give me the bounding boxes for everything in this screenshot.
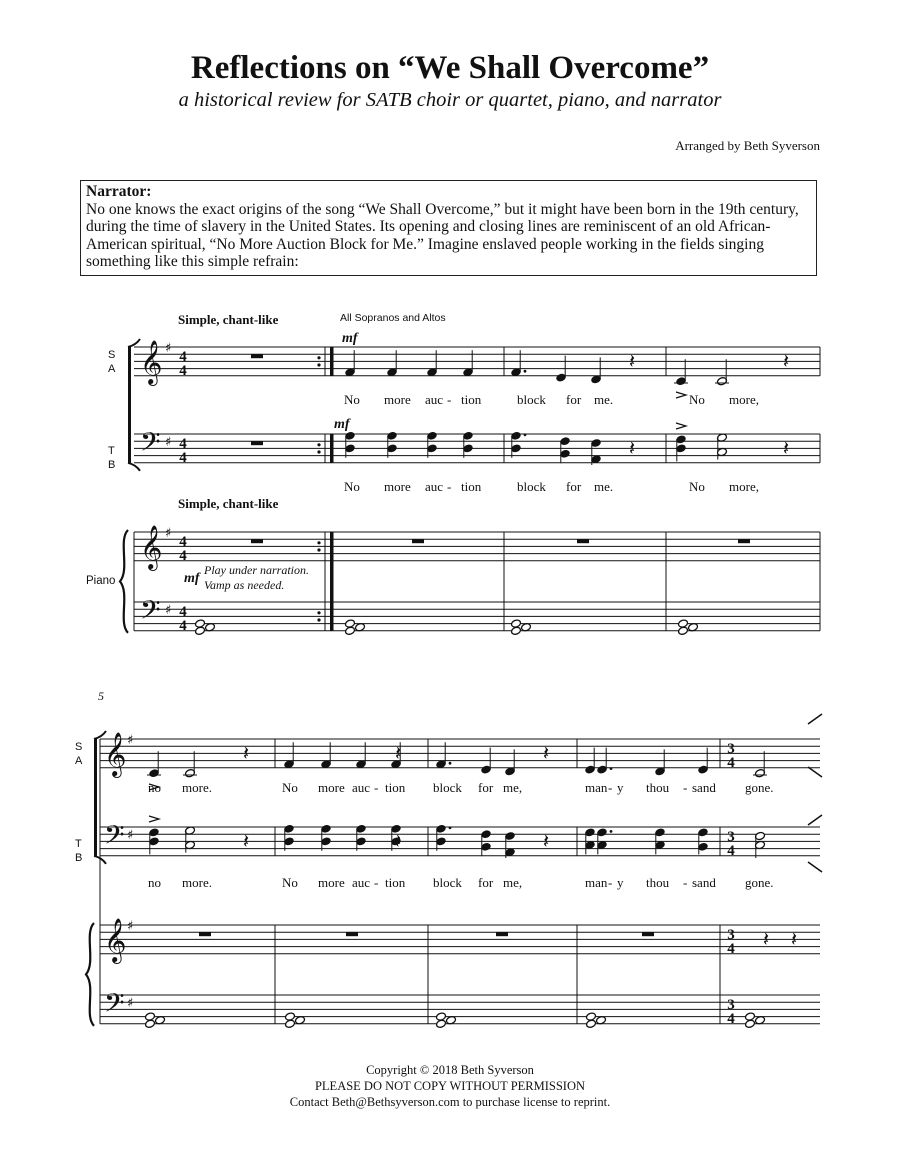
dot (449, 826, 452, 829)
lyric-syllable: - (447, 392, 452, 407)
lyric-syllable: auc (425, 479, 444, 494)
half-note-head (586, 1019, 597, 1028)
dynamic-marking: mf (342, 331, 358, 346)
lyric-syllable: - (447, 479, 452, 494)
key-sharp: ♯ (165, 341, 172, 356)
score-text (75, 312, 797, 1027)
repeat-bar (330, 532, 334, 631)
lyric-syllable: block (433, 780, 462, 795)
time-signature-number: 3 (727, 927, 735, 943)
lyric-syllable: gone. (745, 780, 774, 795)
lyric-syllable: for (566, 392, 582, 407)
whole-rest (738, 539, 750, 543)
lyric-syllable: sand (692, 875, 716, 890)
time-signature-number: 4 (179, 450, 187, 466)
arranger-credit: Arranged by Beth Syverson (675, 138, 820, 153)
piano-brace (86, 923, 94, 1026)
time-signature-number: 4 (179, 548, 187, 564)
lyric-syllable: man (585, 875, 608, 890)
lyric-syllable: more (384, 392, 411, 407)
choir-bracket (128, 339, 140, 347)
treble-clef: 𝄞 (104, 918, 127, 962)
key-sharp: ♯ (165, 603, 172, 618)
narrator-text: No one knows the exact origins of the song “We Shall Overcome,” but it might have been born in the 19th century, during the time of slavery in the United States. Its opening and closing lines are reminiscent of an old African-American spiritual, “No More Auction Block for Me.” Imagine enslaved people working in the fields singing something like this simple refrain: (86, 200, 799, 270)
whole-rest (199, 932, 211, 936)
quarter-rest: 𝄽 (543, 829, 550, 853)
repeat-dot (317, 450, 320, 453)
score-static (86, 339, 822, 1028)
lyric-syllable: tion (385, 780, 406, 795)
time-signature-number: 4 (727, 755, 735, 771)
quarter-rest: 𝄽 (783, 436, 790, 460)
lyric-syllable: more (318, 875, 345, 890)
lyric-syllable: me, (503, 875, 523, 890)
lyric-syllable: No (282, 780, 298, 795)
lyric-syllable: tion (461, 392, 482, 407)
quarter-rest: 𝄽 (791, 927, 798, 951)
staff-label: S (75, 741, 83, 753)
staff-label: T (108, 445, 115, 457)
lyric-syllable: - (683, 875, 688, 890)
lyric-syllable: me, (503, 780, 523, 795)
key-sharp: ♯ (127, 919, 134, 934)
lyric-syllable: y (617, 875, 624, 890)
whole-rest (251, 539, 263, 543)
quarter-rest: 𝄽 (543, 741, 550, 765)
time-signature-number: 4 (179, 604, 187, 620)
staff-label: B (108, 459, 116, 471)
lyric-syllable: No (344, 392, 360, 407)
continuation-mark (808, 714, 822, 724)
time-signature-number: 4 (727, 843, 735, 859)
lyric-syllable: - (374, 875, 379, 890)
piano-instruction: Play under narration. (204, 563, 309, 577)
lyric-syllable: - (374, 780, 379, 795)
measure-number: 5 (98, 689, 104, 703)
repeat-dot (317, 443, 320, 446)
treble-clef: 𝄞 (140, 340, 163, 384)
treble-clef: 𝄞 (140, 525, 163, 569)
key-sharp: ♯ (127, 733, 134, 748)
dynamic-marking: mf (184, 571, 200, 586)
repeat-dot (317, 611, 320, 614)
continuation-mark (808, 862, 822, 872)
half-note-head (195, 626, 206, 635)
quarter-rest: 𝄽 (395, 741, 402, 765)
bass-clef: 𝄢 (140, 594, 161, 632)
staff-label: S (108, 349, 116, 361)
key-sharp: ♯ (165, 435, 172, 450)
lyric-syllable: gone. (745, 875, 774, 890)
quarter-rest: 𝄽 (395, 829, 402, 853)
staff-label: T (75, 838, 82, 850)
lyric-syllable: for (478, 780, 494, 795)
narrator-label: Narrator: (86, 183, 152, 200)
accent-mark (149, 816, 159, 822)
lyric-syllable: block (517, 479, 546, 494)
lyric-syllable: No (689, 479, 705, 494)
staff-label: A (108, 363, 116, 375)
time-signature-number: 4 (179, 363, 187, 379)
copyright-notice (0, 1062, 900, 1110)
page-title: Reflections on “We Shall Overcome” (190, 50, 710, 86)
repeat-bar (330, 434, 334, 463)
lyric-syllable: No (344, 479, 360, 494)
whole-rest (412, 539, 424, 543)
lyric-syllable: sand (692, 780, 716, 795)
lyric-syllable: for (566, 479, 582, 494)
lyric-syllable: me. (594, 479, 614, 494)
lyric-syllable: for (478, 875, 494, 890)
lyric-syllable: block (517, 392, 546, 407)
quarter-rest: 𝄽 (629, 349, 636, 373)
lyric-syllable: - (683, 780, 688, 795)
quarter-rest: 𝄽 (763, 927, 770, 951)
lyric-syllable: more (318, 780, 345, 795)
piano-instruction: Vamp as needed. (204, 578, 285, 592)
half-note-head (145, 1019, 156, 1028)
tempo-marking: Simple, chant-like (178, 496, 279, 511)
half-note-head (511, 626, 522, 635)
lyric-syllable: more, (729, 392, 759, 407)
lyric-syllable: no (148, 780, 161, 795)
time-signature-number: 4 (179, 349, 187, 365)
key-sharp: ♯ (127, 828, 134, 843)
treble-clef: 𝄞 (104, 732, 127, 776)
lyric-syllable: auc (352, 780, 371, 795)
dot (610, 830, 613, 833)
quarter-rest: 𝄽 (783, 349, 790, 373)
lyric-syllable: block (433, 875, 462, 890)
bass-clef: 𝄢 (104, 987, 125, 1025)
lyric-syllable: - (608, 875, 613, 890)
time-signature-number: 4 (179, 534, 187, 550)
half-note-head (436, 1019, 447, 1028)
whole-rest (346, 932, 358, 936)
lyric-syllable: auc (425, 392, 444, 407)
dynamic-marking: mf (334, 417, 350, 432)
continuation-mark (808, 815, 822, 825)
lyric-syllable: no (148, 875, 161, 890)
lyric-syllable: more. (182, 875, 212, 890)
lyric-syllable: more, (729, 479, 759, 494)
key-sharp: ♯ (127, 996, 134, 1011)
quarter-rest: 𝄽 (243, 741, 250, 765)
staff-label: A (75, 755, 83, 767)
staff-label: B (75, 852, 83, 864)
half-note-head (285, 1019, 296, 1028)
dot (524, 433, 527, 436)
piano-brace (120, 530, 128, 633)
lyric-syllable: me. (594, 392, 614, 407)
whole-rest (251, 441, 263, 445)
whole-rest (577, 539, 589, 543)
accent-mark (676, 392, 686, 398)
repeat-dot (317, 618, 320, 621)
contact-line: Contact Beth@Bethsyverson.com to purchase license to reprint. (289, 1095, 611, 1109)
lyric-syllable: No (689, 392, 705, 407)
lyric-syllable: No (282, 875, 298, 890)
time-signature-number: 3 (727, 997, 735, 1013)
whole-rest (642, 932, 654, 936)
lyric-syllable: more. (182, 780, 212, 795)
repeat-dot (317, 356, 320, 359)
bass-clef: 𝄢 (140, 426, 161, 464)
repeat-dot (317, 541, 320, 544)
page-subtitle: a historical review for SATB choir or quartet, piano, and narrator (178, 89, 722, 111)
choir-bracket (128, 463, 140, 471)
voice-instruction: All Sopranos and Altos (340, 312, 446, 324)
bass-clef: 𝄢 (104, 819, 125, 857)
time-signature-number: 4 (179, 618, 187, 634)
lyric-syllable: more (384, 479, 411, 494)
lyric-syllable: tion (385, 875, 406, 890)
time-signature-number: 4 (179, 436, 187, 452)
whole-rest (496, 932, 508, 936)
dot (449, 762, 452, 765)
choir-bracket (128, 347, 131, 463)
quarter-rest: 𝄽 (629, 436, 636, 460)
time-signature-number: 3 (727, 829, 735, 845)
half-note-head (678, 626, 689, 635)
lyric-syllable: y (617, 780, 624, 795)
whole-rest (251, 354, 263, 358)
quarter-rest: 𝄽 (243, 829, 250, 853)
dot (524, 370, 527, 373)
repeat-dot (317, 363, 320, 366)
choir-bracket (94, 739, 97, 856)
key-sharp: ♯ (165, 526, 172, 541)
repeat-bar (330, 347, 334, 376)
time-signature-number: 3 (727, 741, 735, 757)
permission-line: PLEASE DO NOT COPY WITHOUT PERMISSION (314, 1079, 586, 1093)
time-signature-number: 4 (727, 1011, 735, 1027)
accent-mark (676, 423, 686, 429)
lyric-syllable: tion (461, 479, 482, 494)
copyright-line: Copyright © 2018 Beth Syverson (366, 1063, 534, 1077)
repeat-dot (317, 548, 320, 551)
half-note-head (345, 626, 356, 635)
lyric-syllable: - (608, 780, 613, 795)
continuation-mark (808, 767, 822, 777)
half-note-head (745, 1019, 756, 1028)
lyric-syllable: thou (646, 875, 670, 890)
tempo-marking: Simple, chant-like (178, 312, 279, 327)
staff-label: Piano (86, 575, 116, 587)
time-signature-number: 4 (727, 941, 735, 957)
dot (610, 767, 613, 770)
lyric-syllable: auc (352, 875, 371, 890)
lyric-syllable: thou (646, 780, 670, 795)
lyric-syllable: man (585, 780, 608, 795)
